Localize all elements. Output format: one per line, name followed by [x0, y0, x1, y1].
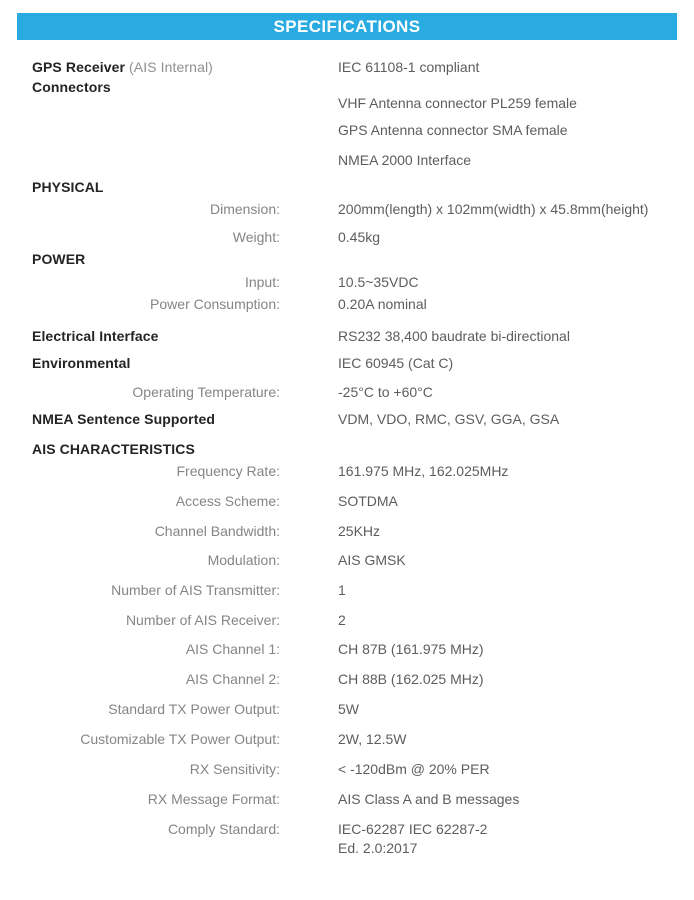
section-heading: PHYSICAL	[32, 179, 104, 195]
spec-label: Number of AIS Receiver:	[125, 612, 280, 628]
spec-label: Number of AIS Transmitter:	[111, 582, 280, 598]
spec-row-gps-receiver	[32, 58, 664, 77]
spec-value: 1	[338, 582, 346, 598]
spec-row-operating-temperature	[32, 383, 664, 402]
spec-value: AIS Class A and B messages	[338, 791, 520, 807]
spec-row-customizable-tx-power	[32, 730, 664, 749]
spec-row-access-scheme	[32, 492, 664, 511]
spec-value: NMEA 2000 Interface	[338, 152, 472, 168]
spec-value: 2	[338, 612, 346, 628]
spec-label: Power Consumption:	[150, 296, 280, 312]
spec-value: 200mm(length) x 102mm(width) x 45.8mm(height)	[338, 201, 649, 217]
page-title: SPECIFICATIONS	[273, 17, 421, 36]
spec-row-nmea-sentence	[32, 410, 664, 429]
spec-value: 2W, 12.5W	[338, 731, 407, 747]
spec-row-rx-message-format	[32, 790, 664, 809]
spec-label: Input:	[244, 274, 280, 290]
spec-row-environmental	[32, 354, 664, 373]
spec-value: CH 87B (161.975 MHz)	[338, 641, 484, 657]
specifications-banner	[17, 13, 677, 40]
spec-value-line-1: IEC-62287 IEC 62287-2	[338, 821, 488, 837]
spec-value: 5W	[338, 701, 359, 717]
spec-value: SOTDMA	[338, 493, 398, 509]
spec-value: RS232 38,400 baudrate bi-directional	[338, 328, 570, 344]
spec-row-standard-tx-power	[32, 700, 664, 719]
spec-value: 25KHz	[338, 523, 381, 539]
spec-label: Weight:	[232, 229, 280, 245]
spec-label: RX Sensitivity:	[189, 761, 280, 777]
section-heading: POWER	[32, 251, 86, 267]
spec-value: -25°C to +60°C	[338, 384, 433, 400]
spec-label: Dimension:	[209, 201, 280, 217]
spec-row-connectors	[32, 78, 664, 170]
spec-label: Channel Bandwidth:	[154, 523, 280, 539]
spec-label: Frequency Rate:	[176, 463, 280, 479]
section-heading: AIS CHARACTERISTICS	[32, 441, 195, 457]
spec-section-ais-characteristics	[32, 440, 664, 459]
spec-value-list	[338, 78, 577, 170]
spec-label: AIS Channel 1:	[185, 641, 280, 657]
spec-table	[0, 40, 694, 858]
spec-row-frequency-rate	[32, 462, 664, 481]
spec-label-note: (AIS Internal)	[129, 59, 213, 75]
spec-label: Customizable TX Power Output:	[80, 731, 280, 747]
spec-value: 10.5~35VDC	[338, 274, 419, 290]
spec-row-dimension	[32, 200, 664, 219]
spec-row-input	[32, 273, 664, 292]
spec-row-channel-bandwidth	[32, 522, 664, 541]
spec-value: 161.975 MHz, 162.025MHz	[338, 463, 509, 479]
spec-row-num-receiver	[32, 611, 664, 630]
spec-value	[338, 820, 487, 858]
spec-label: NMEA Sentence Supported	[32, 411, 216, 427]
spec-section-physical	[32, 178, 664, 197]
spec-value: IEC 61108-1 compliant	[338, 59, 480, 75]
spec-row-electrical-interface	[32, 327, 664, 346]
spec-row-comply-standard	[32, 820, 664, 858]
spec-row-ais-channel-2	[32, 670, 664, 689]
spec-value: GPS Antenna connector SMA female	[338, 122, 568, 138]
spec-label: Access Scheme:	[175, 493, 280, 509]
spec-label: Connectors	[32, 79, 111, 95]
spec-value: CH 88B (162.025 MHz)	[338, 671, 484, 687]
spec-label: RX Message Format:	[147, 791, 280, 807]
spec-label: Modulation:	[207, 552, 280, 568]
spec-label-main: GPS Receiver	[32, 59, 126, 75]
spec-row-rx-sensitivity	[32, 760, 664, 779]
spec-value: 0.45kg	[338, 229, 381, 245]
spec-label: Environmental	[32, 355, 131, 371]
spec-value: 0.20A nominal	[338, 296, 427, 312]
spec-label: Standard TX Power Output:	[108, 701, 280, 717]
spec-label: Comply Standard:	[167, 821, 280, 837]
spec-row-power-consumption	[32, 295, 664, 314]
spec-value: VDM, VDO, RMC, GSV, GGA, GSA	[338, 411, 560, 427]
spec-value: VHF Antenna connector PL259 female	[338, 95, 577, 111]
spec-label: Operating Temperature:	[132, 384, 280, 400]
spec-value: AIS GMSK	[338, 552, 406, 568]
spec-row-ais-channel-1	[32, 640, 664, 659]
spec-label: Electrical Interface	[32, 328, 159, 344]
spec-row-weight	[32, 228, 664, 247]
spec-value: < -120dBm @ 20% PER	[338, 761, 490, 777]
spec-row-modulation	[32, 551, 664, 570]
spec-row-num-transmitter	[32, 581, 664, 600]
spec-value-line-2: Ed. 2.0:2017	[338, 840, 418, 856]
spec-section-power	[32, 250, 664, 269]
spec-label: AIS Channel 2:	[185, 671, 280, 687]
spec-label	[32, 58, 280, 77]
spec-value: IEC 60945 (Cat C)	[338, 355, 454, 371]
